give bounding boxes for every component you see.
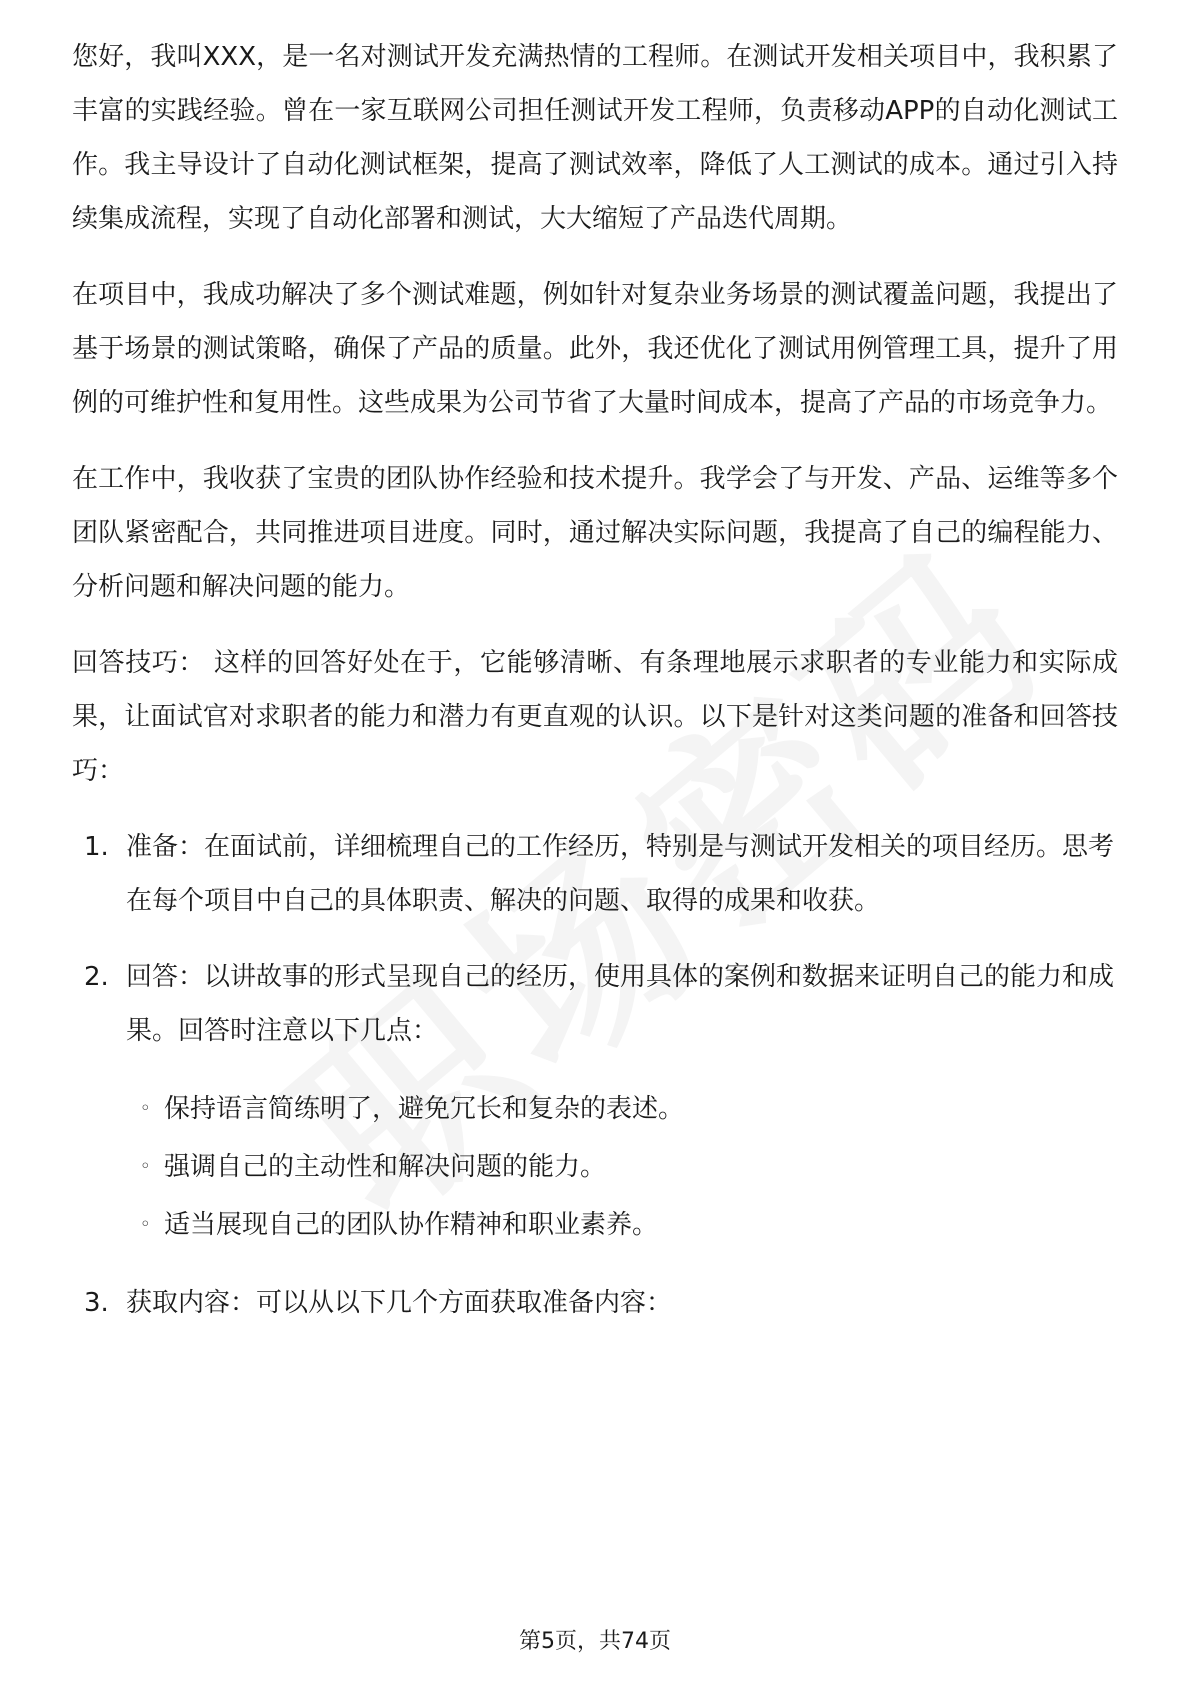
paragraph-gains: 在工作中，我收获了宝贵的团队协作经验和技术提升。我学会了与开发、产品、运维等多个团队紧密配合，共同推进项目进度。同时，通过解决实际问题，我提高了自己的编程能力、分析问题和解决问题的能力。	[72, 464, 1118, 602]
paragraph-intro: 您好，我叫XXX，是一名对测试开发充满热情的工程师。在测试开发相关项目中，我积累了丰富的实践经验。曾在一家互联网公司担任测试开发工程师，负责移动APP的自动化测试工作。我主导设计了自动化测试框架，提高了测试效率，降低了人工测试的成本。通过引入持续集成流程，实现了自动化部署和测试，大大缩短了产品迭代周期。	[72, 42, 1118, 234]
list-number: 3.	[84, 1288, 109, 1318]
sub-list-item-text: 强调自己的主动性和解决问题的能力。	[164, 1152, 607, 1182]
sub-list-item	[126, 1080, 1118, 1138]
paragraph-tips: 回答技巧： 这样的回答好处在于，它能够清晰、有条理地展示求职者的专业能力和实际成果，让面试官对求职者的能力和潜力有更直观的认识。以下是针对这类问题的准备和回答技巧：	[72, 648, 1118, 786]
document-body	[72, 30, 1118, 1352]
sub-list-item	[126, 1138, 1118, 1196]
paragraph-achievements: 在项目中，我成功解决了多个测试难题，例如针对复杂业务场景的测试覆盖问题，我提出了基于场景的测试策略，确保了产品的质量。此外，我还优化了测试用例管理工具，提升了用例的可维护性和复用性。这些成果为公司节省了大量时间成本，提高了产品的市场竞争力。	[72, 280, 1118, 418]
sub-list	[126, 1080, 1118, 1254]
bullet-icon: ◦	[140, 1098, 151, 1119]
page-footer: 第5页，共74页	[519, 1629, 671, 1654]
bullet-icon: ◦	[140, 1156, 151, 1177]
tips-list	[72, 820, 1118, 1330]
sub-list-item-text: 保持语言简练明了，避免冗长和复杂的表述。	[164, 1094, 685, 1124]
list-item	[72, 820, 1118, 928]
sub-list-item-text: 适当展现自己的团队协作精神和职业素养。	[164, 1210, 659, 1240]
sub-list-item	[126, 1196, 1118, 1254]
list-item-text: 准备：在面试前，详细梳理自己的工作经历，特别是与测试开发相关的项目经历。思考在每个项目中自己的具体职责、解决的问题、取得的成果和收获。	[126, 832, 1115, 916]
bullet-icon: ◦	[140, 1214, 151, 1235]
list-item	[72, 1276, 1118, 1330]
list-number: 1.	[84, 832, 109, 862]
list-item-text: 回答：以讲故事的形式呈现自己的经历，使用具体的案例和数据来证明自己的能力和成果。回答时注意以下几点：	[126, 962, 1115, 1046]
list-number: 2.	[84, 962, 109, 992]
list-item	[72, 950, 1118, 1254]
list-item-text: 获取内容：可以从以下几个方面获取准备内容：	[126, 1288, 673, 1318]
